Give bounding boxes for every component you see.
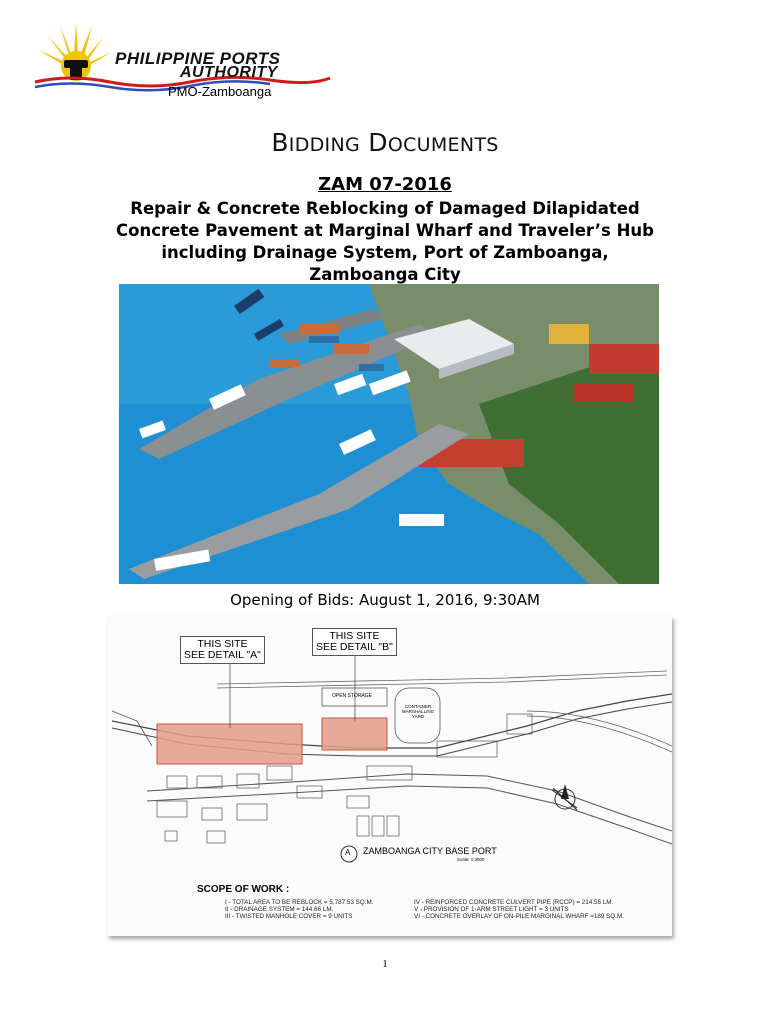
callout-site-b: THIS SITE SEE DETAIL "B": [312, 628, 397, 656]
site-a-highlight: [157, 724, 302, 764]
callout-site-a: THIS SITE SEE DETAIL "A": [180, 636, 265, 664]
org-name-line1: PHILIPPINE PORTS: [115, 49, 281, 68]
project-title-line: including Drainage System, Port of Zamboanga,: [161, 243, 609, 262]
scope-of-work-title: SCOPE OF WORK :: [197, 884, 290, 895]
project-title-line: Repair & Concrete Reblocking of Damaged Dilapidated: [130, 199, 640, 218]
scope-item: III - TWISTED MANHOLE COVER = 9 UNITS: [225, 913, 353, 920]
site-location-map: [107, 616, 672, 936]
scope-list-right: [414, 899, 624, 920]
document-title: BIDDING DOCUMENTS: [271, 128, 499, 157]
scope-item: VI - CONCRETE OVERLAY OF ON-PILE MARGINAL WHARF =189 SQ.M.: [414, 913, 624, 920]
scope-item: II - DRAINAGE SYSTEM = 144.66 LM.: [225, 906, 334, 913]
org-name-line2: AUTHORITY: [180, 64, 278, 81]
project-title-line: Zamboanga City: [309, 265, 461, 284]
scope-item: V - PROVISION OF 1-ARM STREET LIGHT = 3 UNITS: [414, 906, 569, 913]
project-title-line: Concrete Pavement at Marginal Wharf and Traveler’s Hub: [116, 221, 654, 240]
scope-list-left: [225, 899, 373, 920]
scope-item: I - TOTAL AREA TO BE REBLOCK = 5,787.53 SQ.M.: [225, 899, 374, 906]
port-aerial-photo: [119, 284, 659, 584]
scope-item: IV - REINFORCED CONCRETE CULVERT PIPE (RCCP) = 214.55 LM.: [414, 899, 614, 906]
container-yard-label: CONTAINER MARSHALLING YARD: [401, 704, 435, 719]
open-storage-label: OPEN STORAGE: [332, 693, 372, 699]
marker-letter: A: [345, 848, 351, 857]
page-number: 1: [382, 958, 388, 970]
map-drawing: [107, 616, 672, 936]
office-label: PMO-Zamboanga: [168, 84, 272, 99]
opening-of-bids: Opening of Bids: August 1, 2016, 9:30AM: [230, 591, 540, 609]
project-code: ZAM 07-2016: [318, 174, 452, 195]
scale-label: Scale: 1:3000: [457, 857, 485, 862]
project-title: [80, 198, 690, 286]
base-port-label: ZAMBOANGA CITY BASE PORT: [363, 846, 497, 856]
site-b-highlight: [322, 718, 387, 750]
